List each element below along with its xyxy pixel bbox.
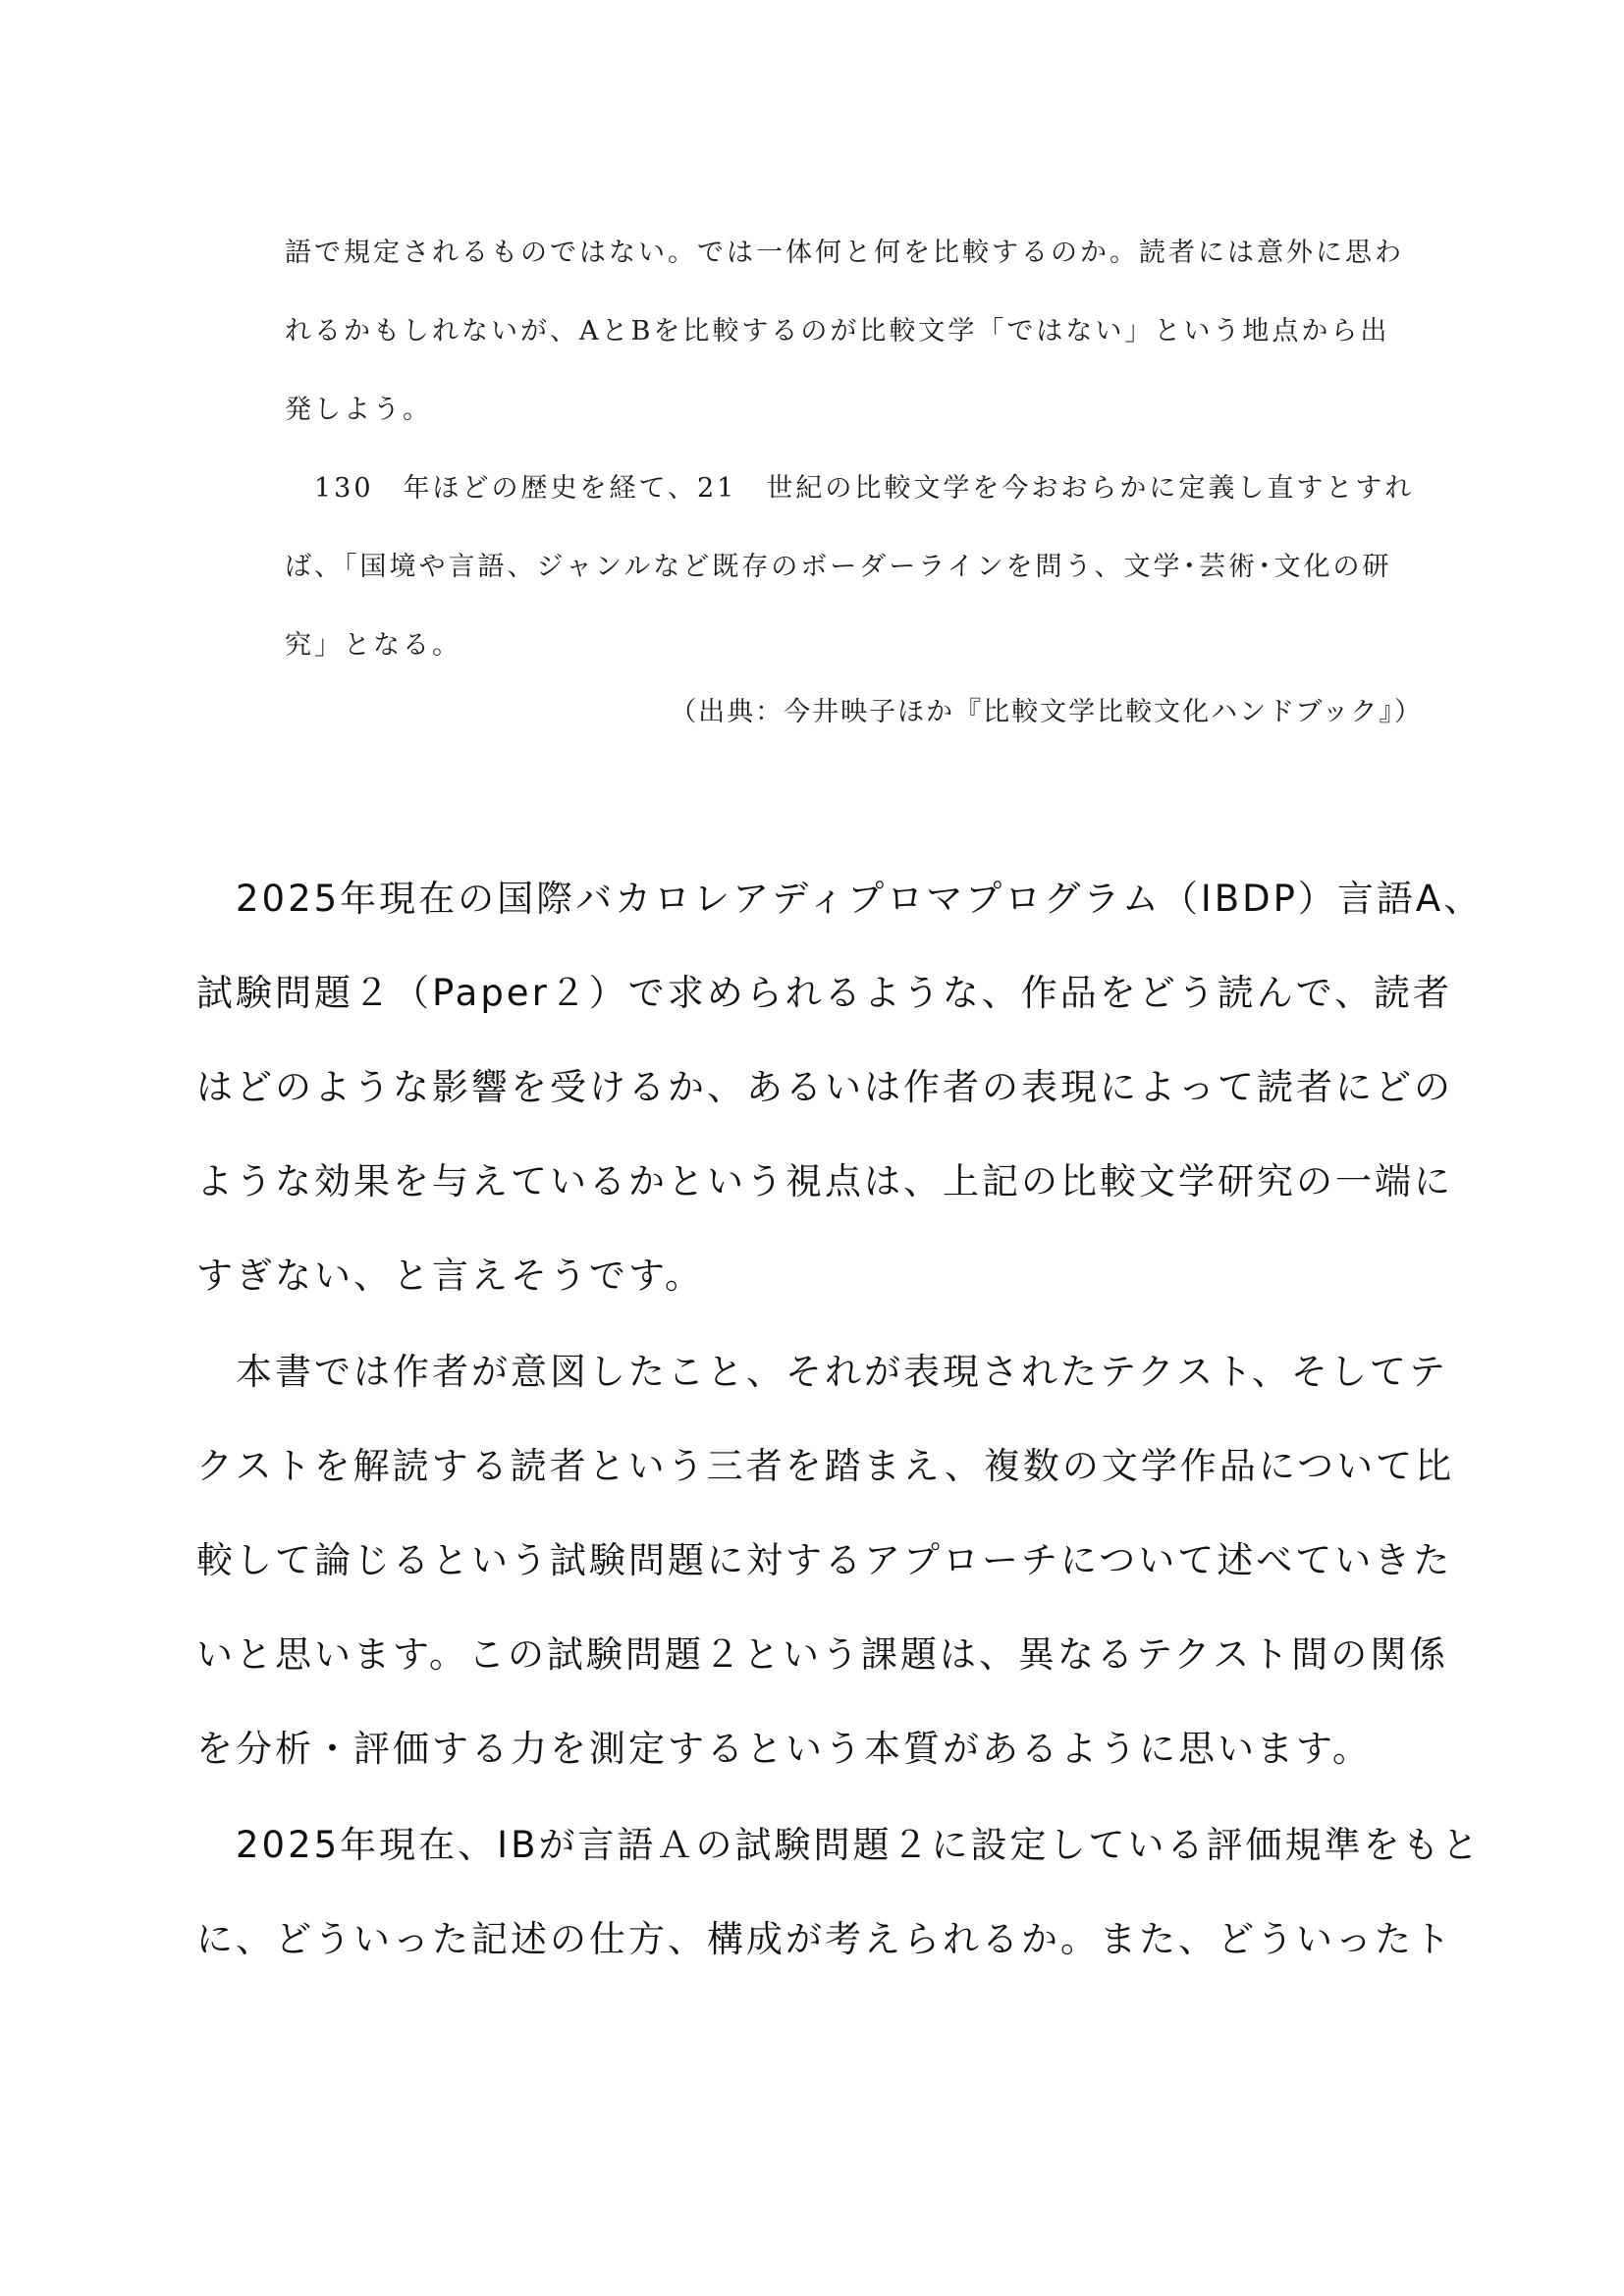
body-line: 試験問題２（Paper２）で求められるような、作品をどう読んで、読者 [196, 972, 1453, 1014]
body-line: 較して論じるという試験問題に対するアプローチについて述べていきた [196, 1539, 1453, 1581]
body-line: を分析・評価する力を測定するという本質があるように思います。 [196, 1728, 1373, 1770]
quote-line: 発しよう。 [285, 395, 432, 425]
body-line: 2025年現在の国際バカロレアディプロマプログラム（IBDP）言語A、 [196, 878, 1484, 920]
body-line: いと思います。この試験問題２という課題は、異なるテクスト間の関係 [196, 1633, 1449, 1676]
quote-line: れるかもしれないが、AとBを比較するのが比較文学「ではない」という地点から出 [285, 316, 1390, 347]
body-line: に、どういった記述の仕方、構成が考えられるか。また、どういったト [196, 1918, 1453, 1960]
body-line: ような効果を与えているかという視点は、上記の比較文学研究の一端に [196, 1160, 1453, 1202]
quote-line: 130 年ほどの歴史を経て、21 世紀の比較文学を今おおらかに定義し直すとすれ [285, 473, 1415, 504]
quote-line: ば、「国境や言語、ジャンルなど既存のボーダーラインを問う、文学･芸術･文化の研 [285, 552, 1392, 582]
body-line: はどのような影響を受けるか、あるいは作者の表現によって読者にどの [196, 1066, 1453, 1108]
quote-source-citation: （出典：今井映子ほか『比較文学比較文化ハンドブック』） [670, 697, 1423, 727]
body-line: 2025年現在、IBが言語Ａの試験問題２に設定している評価規準をもと [196, 1824, 1482, 1866]
body-line: すぎない、と言えそうです。 [196, 1255, 705, 1297]
quote-line: 究」となる。 [285, 630, 461, 661]
body-line: 本書では作者が意図したこと、それが表現されたテクスト、そしてテ [196, 1351, 1448, 1393]
body-line: クストを解読する読者という三者を踏まえ、複数の文学作品について比 [196, 1445, 1455, 1487]
quote-line: 語で規定されるものではない。では一体何と何を比較するのか。読者には意外に思わ [285, 238, 1404, 268]
